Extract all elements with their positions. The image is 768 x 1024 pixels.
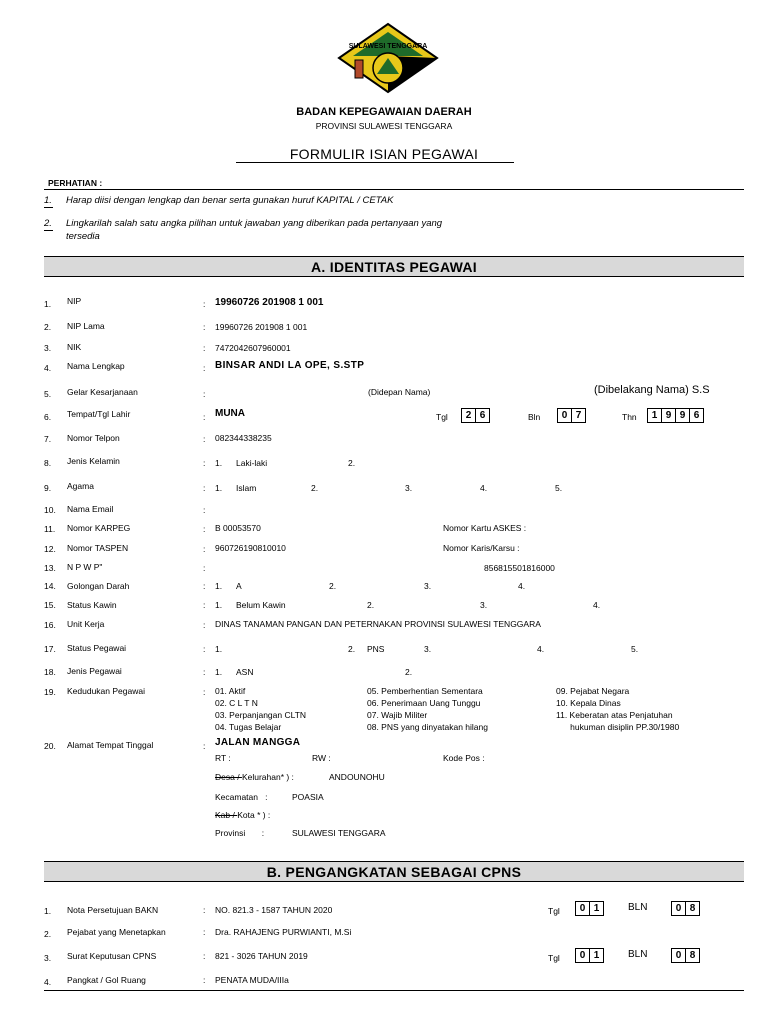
option-number: 3. [424, 581, 432, 591]
notice-title: PERHATIAN : [48, 178, 103, 188]
section-b-header [44, 861, 744, 882]
row-num: 11. [44, 524, 56, 534]
nip-lama-value: 19960726 201908 1 001 [215, 322, 308, 332]
tgl-label: Tgl [548, 953, 560, 963]
digit-box: 1 [647, 408, 662, 423]
row-num: 19. [44, 687, 56, 697]
colon: : [203, 412, 206, 422]
label-nik: NIK [67, 342, 82, 352]
option-number: 1. [215, 644, 223, 654]
digit-box: 7 [571, 408, 586, 423]
colon: : [203, 524, 206, 534]
label-jenis-pegawai: Jenis Pegawai [67, 666, 122, 676]
desa-label [215, 772, 294, 782]
row-num: 15. [44, 600, 56, 610]
digit-box: 9 [675, 408, 690, 423]
notice-num: 2. [44, 218, 52, 229]
telpon-value: 082344338235 [215, 433, 272, 443]
digit-box: 0 [575, 948, 590, 963]
option-number: 2. [348, 644, 356, 654]
kodepos-label: Kode Pos : [443, 753, 485, 763]
nip-value: 19960726 201908 1 001 [215, 297, 324, 308]
kelurahan-label: Kelurahan* ) : [241, 772, 294, 782]
section-b-title: B. PENGANGKATAN SEBAGAI CPNS [266, 864, 522, 880]
thn-label: Thn [622, 412, 637, 422]
colon: : [203, 322, 206, 332]
karpeg-value: B 00053570 [215, 523, 261, 533]
pangkat-value: PENATA MUDA/IIIa [215, 975, 289, 985]
label-gelar: Gelar Kesarjanaan [67, 387, 138, 397]
option-text: Laki-laki [236, 458, 268, 468]
bln-label: BLN [628, 902, 648, 913]
kedudukan-option: 09. Pejabat Negara [556, 686, 630, 696]
alamat-value: JALAN MANGGA [215, 737, 301, 748]
colon: : [203, 434, 206, 444]
label-alamat: Alamat Tempat Tinggal [67, 740, 154, 750]
option-number: 3. [480, 600, 488, 610]
label-unit-kerja: Unit Kerja [67, 619, 105, 629]
kedudukan-option: hukuman disiplin PP.30/1980 [556, 722, 680, 732]
row-num: 4. [44, 363, 52, 373]
colon: : [203, 975, 206, 985]
provinsi-label: Provinsi : [215, 828, 265, 838]
digit-box: 1 [589, 901, 604, 916]
option-text: ASN [236, 667, 254, 677]
row-num: 1. [44, 906, 52, 916]
option-number: 5. [631, 644, 639, 654]
bln-boxes [672, 948, 700, 963]
label-nip-lama: NIP Lama [67, 321, 105, 331]
row-num: 2. [44, 322, 52, 332]
bln-boxes [558, 408, 586, 423]
option-number: 4. [537, 644, 545, 654]
row-num: 18. [44, 667, 56, 677]
digit-box: 0 [671, 948, 686, 963]
colon: : [203, 741, 206, 751]
option-number: 2. [311, 483, 319, 493]
kedudukan-option: 10. Kepala Dinas [556, 698, 621, 708]
label-pangkat: Pangkat / Gol Ruang [67, 975, 146, 985]
kecamatan-value: POASIA [292, 792, 324, 802]
desa-strike: Desa / [215, 772, 242, 782]
option-number: 2. [405, 667, 413, 677]
label-telpon: Nomor Telpon [67, 433, 120, 443]
label-karpeg: Nomor KARPEG [67, 523, 131, 533]
logo [337, 22, 439, 99]
option-number: 2. [348, 458, 356, 468]
npwp-value: 856815501816000 [484, 563, 555, 573]
row-num: 14. [44, 581, 56, 591]
colon: : [203, 363, 206, 373]
gelar-back: (Dibelakang Nama) S.S [594, 384, 710, 396]
colon: : [203, 951, 206, 961]
nama-value: BINSAR ANDI LA OPE, S.STP [215, 360, 365, 371]
kedudukan-option: 05. Pemberhentian Sementara [367, 686, 483, 696]
option-number: 3. [424, 644, 432, 654]
thn-boxes [648, 408, 704, 423]
karis-label: Nomor Karis/Karsu : [443, 543, 520, 553]
section-a-title: A. IDENTITAS PEGAWAI [311, 259, 477, 275]
digit-box: 6 [475, 408, 490, 423]
row-num: 3. [44, 343, 52, 353]
row-num: 10. [44, 505, 56, 515]
option-number: 1. [215, 458, 223, 468]
option-number: 1. [215, 483, 223, 493]
row-num: 9. [44, 483, 52, 493]
option-text: PNS [367, 644, 385, 654]
digit-box: 6 [689, 408, 704, 423]
row-num: 5. [44, 389, 52, 399]
colon: : [203, 620, 206, 630]
label-status-kawin: Status Kawin [67, 600, 117, 610]
nik-value: 7472042607960001 [215, 343, 291, 353]
row-num: 7. [44, 434, 52, 444]
bln-label: BLN [628, 949, 648, 960]
sk-cpns-value: 821 - 3026 TAHUN 2019 [215, 951, 308, 961]
tgl-boxes [576, 948, 604, 963]
kedudukan-option: 02. C L T N [215, 698, 258, 708]
rw-label: RW : [312, 753, 331, 763]
label-status-pegawai: Status Pegawai [67, 643, 127, 653]
kedudukan-option: 06. Penerimaan Uang Tunggu [367, 698, 481, 708]
label-taspen: Nomor TASPEN [67, 543, 129, 553]
notice-text: Lingkarilah salah satu angka pilihan untuk jawaban yang diberikan pada pertanyaan yang [66, 218, 443, 229]
kelurahan-value: ANDOUNOHU [329, 772, 385, 782]
option-number: 4. [480, 483, 488, 493]
option-number: 4. [593, 600, 601, 610]
colon: : [203, 544, 206, 554]
option-number: 1. [215, 581, 223, 591]
form-title: FORMULIR ISIAN PEGAWAI [289, 146, 479, 162]
colon: : [203, 644, 206, 654]
colon: : [203, 299, 206, 309]
digit-box: 8 [685, 948, 700, 963]
row-num: 13. [44, 563, 56, 573]
tgl-boxes [576, 901, 604, 916]
colon: : [203, 389, 206, 399]
row-num: 17. [44, 644, 56, 654]
row-num: 4. [44, 977, 52, 987]
rt-label: RT : [215, 753, 231, 763]
label-sk-cpns: Surat Keputusan CPNS [67, 951, 157, 961]
province: PROVINSI SULAWESI TENGGARA [315, 121, 453, 131]
label-nip: NIP [67, 296, 82, 306]
option-number: 1. [215, 667, 223, 677]
notice-text-cont: tersedia [66, 231, 100, 242]
digit-box: 0 [671, 901, 686, 916]
label-ttl: Tempat/Tgl Lahir [67, 409, 131, 419]
label-pejabat: Pejabat yang Menetapkan [67, 927, 166, 937]
row-num: 3. [44, 953, 52, 963]
row-num: 2. [44, 929, 52, 939]
digit-box: 1 [589, 948, 604, 963]
digit-box: 0 [575, 901, 590, 916]
colon: : [203, 687, 206, 697]
org-name: BADAN KEPEGAWAIAN DAERAH [296, 106, 472, 118]
option-number: 2. [329, 581, 337, 591]
kedudukan-option: 07. Wajib Militer [367, 710, 428, 720]
nota-bakn-value: NO. 821.3 - 1587 TAHUN 2020 [215, 905, 333, 915]
colon: : [203, 483, 206, 493]
option-number: 4. [518, 581, 526, 591]
digit-box: 2 [461, 408, 476, 423]
kecamatan-label: Kecamatan : [215, 792, 268, 802]
colon: : [203, 927, 206, 937]
option-number: 5. [555, 483, 563, 493]
label-nota-bakn: Nota Persetujuan BAKN [67, 905, 159, 915]
provinsi-value: SULAWESI TENGGARA [292, 828, 386, 838]
pejabat-value: Dra. RAHAJENG PURWIANTI, M.Si [215, 927, 352, 937]
kedudukan-option: 11. Keberatan atas Penjatuhan [556, 710, 673, 720]
notice-num: 1. [44, 195, 52, 206]
kedudukan-option: 08. PNS yang dinyatakan hilang [367, 722, 488, 732]
tgl-label: Tgl [548, 906, 560, 916]
gelar-front: (Didepan Nama) [368, 387, 431, 397]
askes-label: Nomor Kartu ASKES : [443, 523, 527, 533]
row-num: 8. [44, 458, 52, 468]
label-jenis-kelamin: Jenis Kelamin [67, 456, 120, 466]
digit-box: 8 [685, 901, 700, 916]
colon: : [203, 600, 206, 610]
label-agama: Agama [67, 481, 94, 491]
kedudukan-option: 03. Perpanjangan CLTN [215, 710, 307, 720]
colon: : [203, 667, 206, 677]
label-npwp: N P W P" [67, 562, 103, 572]
row-num: 1. [44, 299, 52, 309]
tgl-boxes [462, 408, 490, 423]
colon: : [203, 458, 206, 468]
row-num: 6. [44, 412, 52, 422]
bln-label: Bln [528, 412, 541, 422]
tgl-label: Tgl [436, 412, 448, 422]
colon: : [203, 563, 206, 573]
option-number: 2. [367, 600, 375, 610]
label-kedudukan: Kedudukan Pegawai [67, 686, 145, 696]
section-a-header [44, 256, 744, 277]
kab-label [215, 810, 270, 820]
kedudukan-option: 04. Tugas Belajar [215, 722, 282, 732]
row-num: 12. [44, 544, 56, 554]
colon: : [203, 581, 206, 591]
colon: : [203, 343, 206, 353]
digit-box: 0 [557, 408, 572, 423]
svg-text:SULAWESI TENGGARA: SULAWESI TENGGARA [348, 43, 428, 50]
bln-boxes [672, 901, 700, 916]
notice-text: Harap diisi dengan lengkap dan benar serta gunakan huruf KAPITAL / CETAK [66, 195, 394, 206]
label-email: Nama Email [67, 504, 114, 514]
row-num: 16. [44, 620, 56, 630]
kab-strike: Kab / [215, 810, 238, 820]
option-number: 3. [405, 483, 413, 493]
option-text: A [236, 581, 242, 591]
colon: : [203, 905, 206, 915]
unit-kerja-value: DINAS TANAMAN PANGAN DAN PETERNAKAN PROVINSI SULAWESI TENGGARA [215, 619, 541, 629]
digit-box: 9 [661, 408, 676, 423]
colon: : [203, 505, 206, 515]
kota-label: Kota * ) : [237, 810, 271, 820]
option-number: 1. [215, 600, 223, 610]
taspen-value: 960726190810010 [215, 543, 286, 553]
kedudukan-option: 01. Aktif [215, 686, 246, 696]
row-num: 20. [44, 741, 56, 751]
label-nama: Nama Lengkap [67, 361, 125, 371]
option-text: Islam [236, 483, 257, 493]
tempat-lahir-value: MUNA [215, 408, 245, 419]
label-gol-darah: Golongan Darah [67, 581, 130, 591]
option-text: Belum Kawin [236, 600, 286, 610]
